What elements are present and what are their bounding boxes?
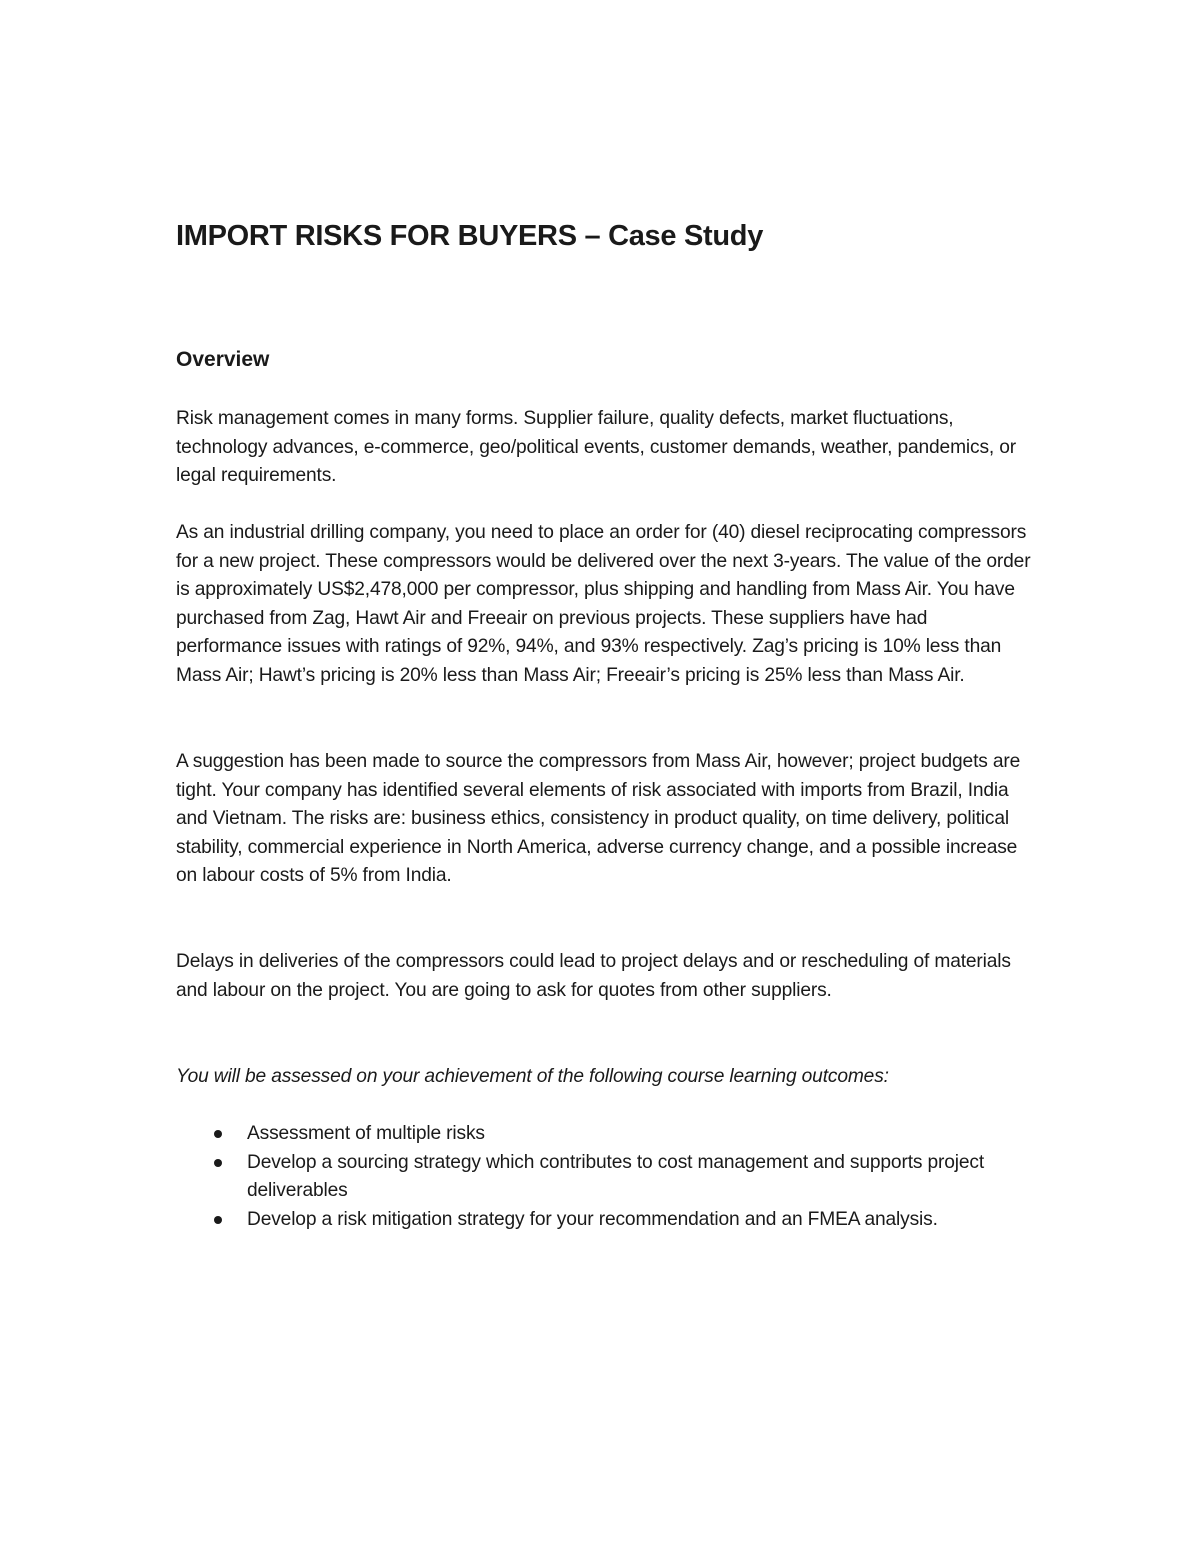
list-item	[176, 1206, 1036, 1235]
list-item-text: Develop a risk mitigation strategy for your recommendation and an FMEA analysis.	[247, 1208, 938, 1230]
list-item-text: Develop a sourcing strategy which contributes to cost management and supports project deliverables	[247, 1151, 985, 1202]
bullet-icon	[214, 1130, 222, 1138]
list-item	[176, 1120, 1036, 1149]
paragraph-risk-management: Risk management comes in many forms. Supplier failure, quality defects, market fluctuations, technology advances, e-commerce, geo/political events, customer demands, weather, pandemics, or legal requirements.	[176, 408, 1017, 487]
paragraph-import-risks: A suggestion has been made to source the compressors from Mass Air, however; project budgets are tight. Your company has identified several elements of risk associated with imports from Brazil, India and Vietnam. The risks are: business ethics, consistency in product quality, on time delivery, political stability, commercial experience in North America, adverse currency change, and a possible increase on labour costs of 5% from India.	[176, 751, 1021, 887]
bullet-icon	[214, 1216, 222, 1224]
list-item-text: Assessment of multiple risks	[247, 1123, 485, 1144]
paragraph-delivery-delays: Delays in deliveries of the compressors could lead to project delays and or rescheduling of materials and labour on the project. You are going to ask for quotes from other suppliers.	[176, 951, 1011, 1001]
paragraph-order-details: As an industrial drilling company, you need to place an order for (40) diesel reciprocating compressors for a new project. These compressors would be delivered over the next 3-years. The value of the order is approximately US$2,478,000 per compressor, plus shipping and handling from Mass Air. You have purchased from Zag, Hawt Air and Freeair on previous projects. These suppliers have had performance issues with ratings of 92%, 94%, and 93% respectively. Zag’s pricing is 10% less than Mass Air; Hawt’s pricing is 20% less than Mass Air; Freeair’s pricing is 25% less than Mass Air.	[176, 522, 1031, 686]
list-item	[176, 1149, 1036, 1206]
bullet-icon	[214, 1159, 222, 1167]
learning-outcomes-list	[176, 1120, 1036, 1234]
section-heading-overview: Overview	[176, 348, 270, 371]
document-title: IMPORT RISKS FOR BUYERS – Case Study	[176, 220, 764, 252]
assessment-intro: You will be assessed on your achievement of the following course learning outcomes:	[176, 1066, 889, 1087]
document-content	[176, 218, 1036, 1230]
